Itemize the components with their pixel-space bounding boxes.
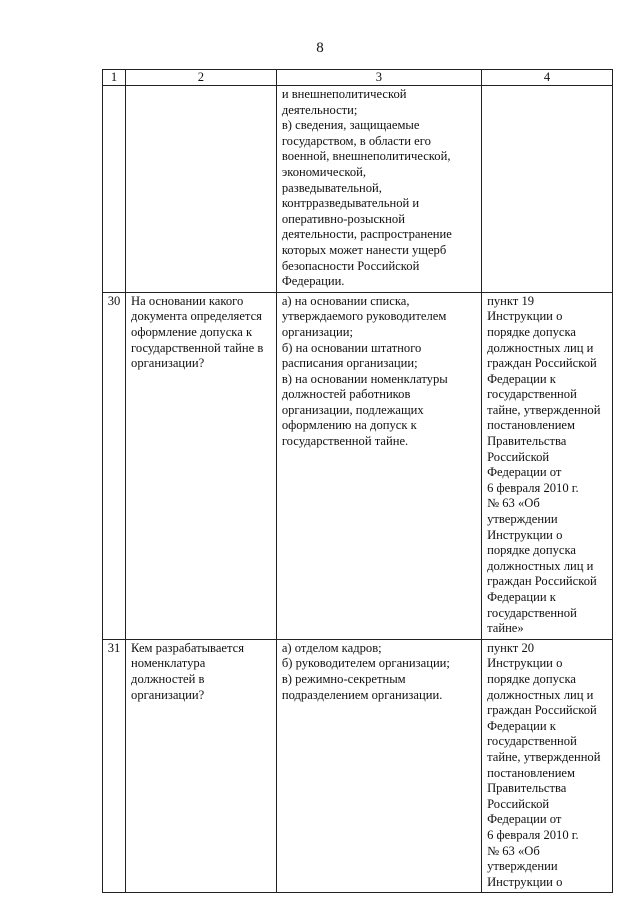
table-header-row [103,70,613,86]
source-cell [482,86,613,293]
question-cell: Кем разрабатывается номенклатура должностей в организации? [126,639,277,893]
table-row [103,86,613,293]
question-cell [126,86,277,293]
header-cell-source: 4 [482,70,613,86]
source-cell: пункт 20 Инструкции о порядке допуска должностных лиц и граждан Российской Федерации к государственной тайне, утвержденной постановлением Правительства Российской Федерации от 6 февраля 2010 г. № 63 «Об утверждении Инструкции о [482,639,613,893]
row-number: 30 [103,292,126,639]
answers-cell: а) отделом кадров; б) руководителем организации; в) режимно-секретным подразделением организации. [276,639,481,893]
row-number [103,86,126,293]
header-cell-number: 1 [103,70,126,86]
answers-cell: а) на основании списка, утверждаемого руководителем организации; б) на основании штатного расписания организации; в) на основании номенклатуры должностей работников организации, подлежащих оформлению на допуск к государственной тайне. [276,292,481,639]
header-cell-answers: 3 [276,70,481,86]
table-row [103,639,613,893]
table-row [103,292,613,639]
source-cell: пункт 19 Инструкции о порядке допуска должностных лиц и граждан Российской Федерации к государственной тайне, утвержденной постановлением Правительства Российской Федерации от 6 февраля 2010 г. № 63 «Об утверждении Инструкции о порядке допуска должностных лиц и граждан Российской Федерации к государственной тайне» [482,292,613,639]
questions-table [102,69,613,893]
row-number: 31 [103,639,126,893]
answers-cell: и внешнеполитической деятельности; в) сведения, защищаемые государством, в области его военной, внешнеполитической, экономической, разведывательной, контрразведывательной и оперативно-розыскной деятельности, распространение которых может нанести ущерб безопасности Российской Федерации. [276,86,481,293]
header-cell-question: 2 [126,70,277,86]
question-cell: На основании какого документа определяется оформление допуска к государственной тайне в организации? [126,292,277,639]
page-number: 8 [316,40,324,56]
